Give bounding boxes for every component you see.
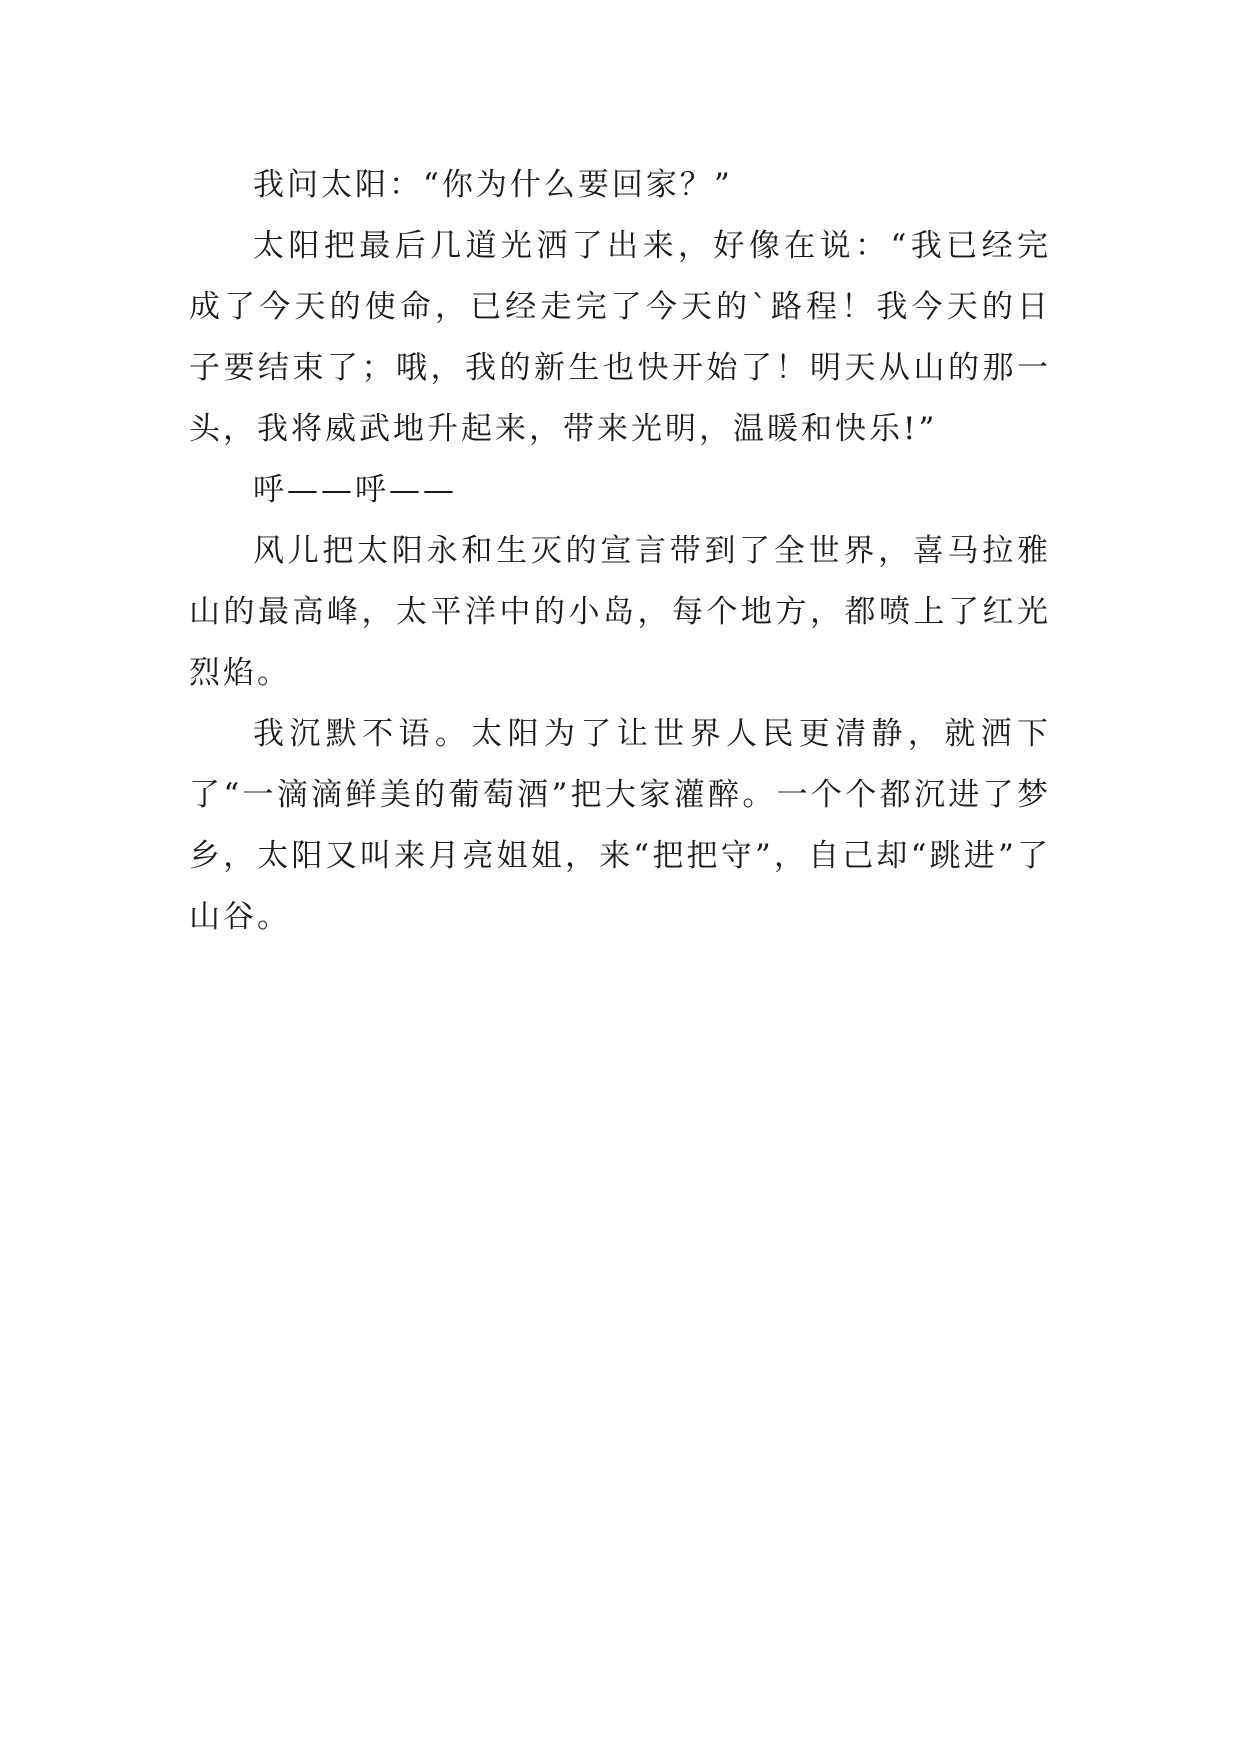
paragraph-wind-carries: 风儿把太阳永和生灭的宣言带到了全世界，喜马拉雅山的最高峰，太平洋中的小岛，每个地方，都喷上了红光烈焰。 [189,533,1051,691]
paragraph-question: 我问太阳：“你为什么要回家？” [253,167,733,203]
paragraph-sun-reply: 太阳把最后几道光洒了出来，好像在说：“我已经完成了今天的使命，已经走完了今天的`路程！我今天的日子要结束了；哦，我的新生也快开始了！明天从山的那一头，我将威武地升起来，带来光明，温暖和快乐!” [189,228,1051,447]
document-body [189,155,1051,948]
paragraph-wind-sound: 呼——呼—— [253,472,457,508]
paragraph-sunset: 我沉默不语。太阳为了让世界人民更清静，就洒下了“一滴滴鲜美的葡萄酒”把大家灌醉。一个个都沉进了梦乡，太阳又叫来月亮姐姐，来“把把守”，自己却“跳进”了山谷。 [189,716,1051,935]
